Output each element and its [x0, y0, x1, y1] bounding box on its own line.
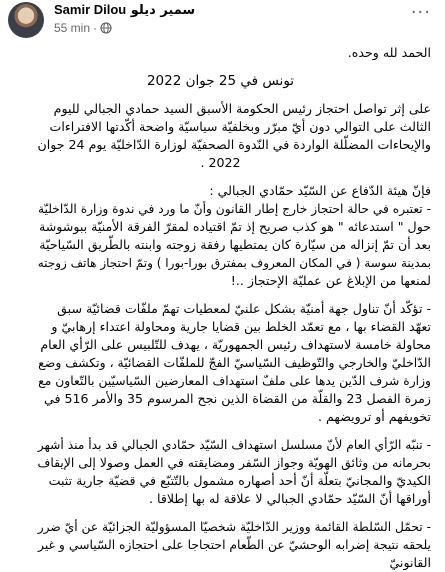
meta-separator: ·: [93, 21, 98, 35]
text-line: - تحمّل السّلطة القائمة ووزير الدّاخليّة شخصيّا المسؤوليّة الجزائيّة عن أيّ ضرر: [37, 520, 431, 534]
post-body: [0, 44, 445, 572]
text-line: والإيحاءات المضلّلة الواردة في النّدوة الصحفيّة لوزارة الدّاخليّة يوم 24 جوان: [37, 137, 431, 152]
globe-icon[interactable]: [100, 22, 112, 34]
author-name-latin[interactable]: Samir Dilou: [54, 2, 127, 17]
text-line: الدّاخليّ والخارجي والتّوظيف السّياسيّ الفجّ للملفّات القضائيّة ، وتكشف وضع: [38, 355, 431, 370]
author-name[interactable]: [54, 2, 195, 18]
text-line: بحرمانه من وثائق الهويّة وجواز السّفر ومضايقته في العمل وصولا إلى الإيقاف: [37, 455, 431, 470]
author-name-arabic[interactable]: سمير ديلو: [130, 3, 196, 18]
post-header: [0, 0, 445, 40]
paragraph-defense-1: [0, 182, 445, 290]
paragraph-defense-2: [0, 300, 445, 426]
text-line: تخويفهم أو ترويضهم .: [318, 409, 431, 424]
text-line: - تنبّه الرّأي العام لأنّ مسلسل استهداف السّيّد حمّادي الجبالي قد بدأ منذ أشهر: [37, 438, 431, 452]
text-line: - تؤكّد أنّ تناول جهة أمنيّة بشكل علنيّ لمعطيات تهمّ ملفّات قضائيّة سبق: [57, 301, 431, 316]
text-line: بعد أن تمّ إنزاله من سيّارة كان يمتطيها رفقة زوجته وابنته بالطّريق السّياحيّة: [39, 237, 431, 252]
text-line: وزارة شرف الدّين يدها على ملفّ استهداف المعارضين السّياسيّين بالتّعاون مع: [38, 374, 431, 388]
paragraph-date: [0, 72, 445, 90]
post-time[interactable]: 55 min: [54, 21, 91, 35]
paragraph-defense-3: [0, 436, 445, 508]
paragraph-defense-4: [0, 518, 445, 572]
author-avatar[interactable]: [8, 2, 44, 38]
text-line: لمنعها من الإبلاغ عن عمليّة الإحتجاز ..!: [230, 273, 431, 288]
text-line: القانونيّ: [389, 555, 431, 570]
paragraph-intro: [0, 100, 445, 172]
text-line: على إثر تواصل احتجاز رئيس الحكومة الأسبق السيد حمادي الجبالي لليوم: [53, 101, 431, 116]
post-meta: [54, 21, 112, 35]
more-options-icon[interactable]: ···: [410, 2, 431, 23]
text-line: تونس في 25 جوان 2022: [146, 73, 295, 89]
text-line: الحمد لله وحده.: [347, 45, 431, 60]
text-line: محاولة خامسة لاستهداف رئيس الجمهوريّة ، يهدف للتّلبيس على الرّأي العام: [40, 337, 431, 352]
text-line: تعهّد القضاء بها ، مع تعمّد الخلط بين قضايا جارية ومحاولة اعتداء إرهابيّ و: [51, 319, 431, 334]
text-line: 2022 .: [200, 155, 241, 170]
text-line: أوراقها أنّ السّيّد حمّادي الجبالي لا علاقة له بها إطلاقا .: [148, 491, 431, 506]
text-line: بمدينة سوسة ( في المكان المعروف بمفترق بورا-بورا ) وتمّ احتجاز هاتف زوجته: [37, 256, 431, 270]
text-line: الكيديّ والمجانيّ بتعلّة أنّ أحد أصهاره مشمول بالتّتبّع في قضيّة جارية تثبت: [48, 473, 431, 488]
text-line: حول " استدعائه " هو كذب صريح إذ تمّ اقتياده لمقرّ الفرقة الأمنيّة ببوشوشة: [39, 219, 431, 234]
text-line: - تعتبره في حالة احتجاز خارج إطار القانون وأنّ ما ورد في ندوة وزارة الدّاخليّة: [37, 202, 431, 216]
text-line: فإنّ هيئة الدّفاع عن السّيّد حمّادي الجبالي :: [209, 183, 431, 198]
text-line: يلحقه نتيجة إضرابه الوحشيّ عن الطّعام احتجاجا على احتجازه السّياسي و غير: [38, 538, 431, 552]
text-line: زمرة الفصل 23 والقلّة من القضاة الذين نجح المرسوم 35 والأمر 516 في: [43, 391, 431, 406]
paragraph-greeting: [0, 44, 445, 62]
text-line: الثالث على التوالي دون أيّ مبرّر وبخلفيّة سياسيّة واضحة أكّدتها الافتراءات: [49, 119, 431, 134]
